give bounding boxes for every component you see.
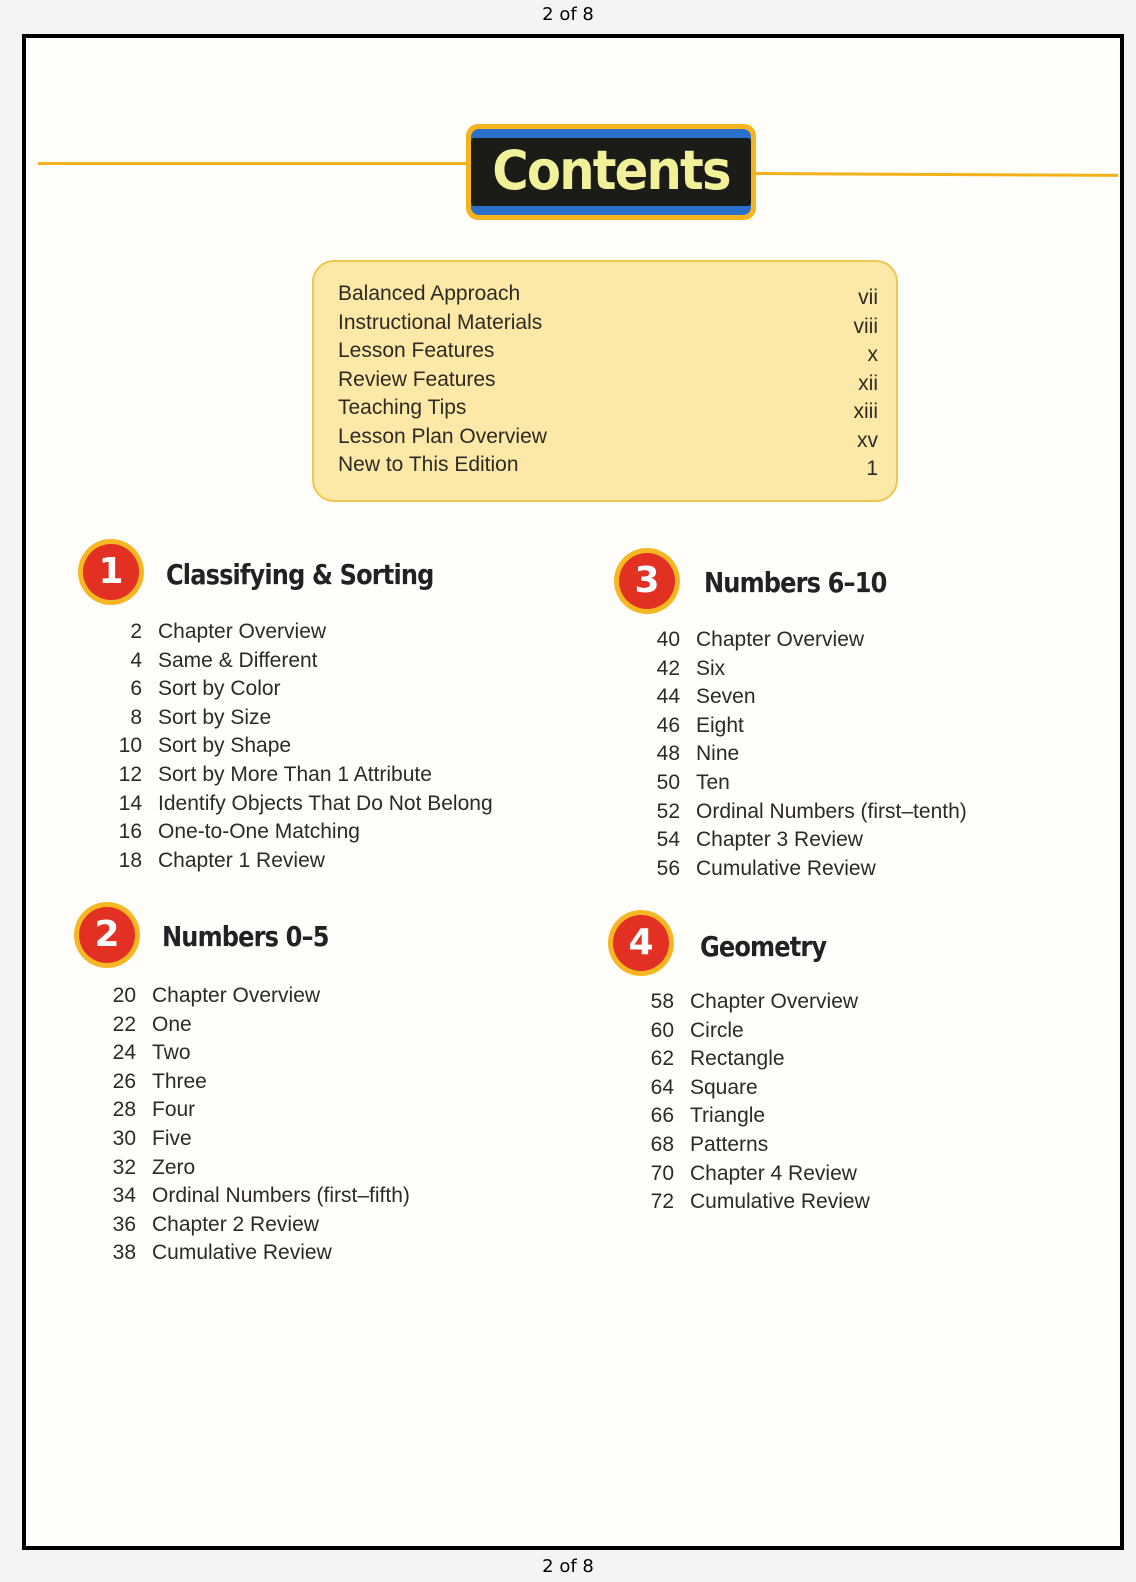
front-matter-item[interactable]	[338, 425, 878, 453]
toc-entry[interactable]	[106, 984, 506, 1013]
toc-label: Sort by Size	[158, 705, 272, 729]
chapter-2-title: Numbers 0–5	[162, 920, 329, 953]
toc-page: 6	[130, 677, 142, 701]
toc-label: Sort by Shape	[158, 734, 292, 758]
toc-page: 72	[650, 1190, 674, 1214]
toc-page: 34	[112, 1184, 136, 1208]
banner-black-band	[471, 138, 751, 206]
toc-entry[interactable]	[112, 734, 512, 763]
toc-label: Same & Different	[158, 648, 318, 672]
toc-entry[interactable]	[644, 990, 1044, 1019]
front-matter-label: Balanced Approach	[338, 282, 521, 305]
header-rule-right	[752, 172, 1118, 177]
toc-page: 70	[650, 1161, 674, 1185]
front-matter-page: viii	[853, 314, 878, 338]
toc-label: Chapter 2 Review	[152, 1212, 319, 1236]
toc-label: Sort by Color	[158, 677, 281, 701]
toc-entry[interactable]	[644, 1047, 1044, 1076]
toc-page: 22	[112, 1012, 136, 1036]
chapter-number: 3	[634, 560, 660, 601]
toc-page: 60	[650, 1018, 674, 1042]
toc-page: 68	[650, 1132, 674, 1156]
chapter-4-badge	[608, 910, 674, 976]
toc-label: Patterns	[690, 1132, 769, 1156]
chapter-3-title: Numbers 6–10	[704, 566, 887, 599]
front-matter-page: 1	[866, 457, 878, 480]
front-matter-page: x	[867, 343, 878, 366]
toc-entry[interactable]	[650, 685, 1050, 714]
toc-label: Chapter 1 Review	[158, 848, 325, 872]
toc-entry[interactable]	[644, 1076, 1044, 1105]
toc-label: Eight	[696, 713, 744, 737]
toc-label: Rectangle	[690, 1047, 785, 1071]
toc-entry[interactable]	[650, 857, 1050, 886]
chapter-1-list	[112, 620, 512, 877]
chapter-1-badge	[78, 539, 144, 605]
toc-label: Zero	[152, 1155, 196, 1179]
toc-page: 8	[130, 705, 142, 729]
toc-page: 38	[112, 1241, 136, 1265]
page-indicator-top: 2 of 8	[542, 4, 594, 25]
toc-label: Chapter Overview	[158, 620, 327, 643]
toc-label: Chapter Overview	[696, 628, 865, 651]
toc-entry[interactable]	[112, 677, 512, 706]
toc-label: Ordinal Numbers (first–fifth)	[152, 1184, 410, 1208]
toc-label: Seven	[696, 685, 756, 709]
toc-page: 40	[656, 628, 680, 651]
toc-entry[interactable]	[106, 1184, 506, 1213]
toc-label: Chapter Overview	[152, 984, 321, 1007]
toc-page: 26	[112, 1069, 136, 1093]
toc-page: 64	[650, 1075, 674, 1099]
front-matter-item[interactable]	[338, 311, 878, 339]
toc-entry[interactable]	[106, 1098, 506, 1127]
chapter-2-badge	[74, 902, 140, 968]
toc-page: 14	[118, 791, 142, 815]
toc-page: 36	[112, 1212, 136, 1236]
toc-page: 44	[656, 685, 680, 709]
toc-entry[interactable]	[112, 792, 512, 821]
page-indicator-bottom: 2 of 8	[542, 1556, 594, 1577]
toc-label: Five	[152, 1126, 192, 1150]
toc-page: 48	[656, 742, 680, 766]
front-matter-label: Review Features	[338, 367, 496, 391]
front-matter-page: xiii	[853, 400, 878, 423]
toc-page: 28	[112, 1098, 136, 1122]
toc-page: 54	[656, 828, 680, 852]
front-matter-label: Instructional Materials	[338, 310, 543, 334]
front-matter-page: xv	[857, 428, 878, 452]
toc-entry[interactable]	[112, 649, 512, 678]
toc-page: 12	[118, 762, 142, 786]
toc-page: 66	[650, 1104, 674, 1128]
toc-entry[interactable]	[106, 1013, 506, 1042]
toc-label: Square	[690, 1075, 758, 1099]
page-content	[32, 44, 1114, 1540]
toc-entry[interactable]	[644, 1019, 1044, 1048]
front-matter-label: New to This Edition	[338, 453, 519, 476]
toc-entry[interactable]	[650, 742, 1050, 771]
header-rule-left	[38, 162, 466, 165]
toc-entry[interactable]	[650, 828, 1050, 857]
toc-label: One-to-One Matching	[158, 820, 360, 844]
chapter-number: 4	[628, 922, 654, 963]
front-matter-item[interactable]	[338, 396, 878, 424]
toc-entry[interactable]	[112, 620, 512, 649]
toc-page: 56	[656, 856, 680, 880]
toc-entry[interactable]	[650, 628, 1050, 657]
toc-label: Chapter 3 Review	[696, 828, 863, 852]
toc-page: 20	[112, 984, 136, 1007]
chapter-2-list	[106, 984, 506, 1270]
toc-page: 52	[656, 799, 680, 823]
chapter-4-title: Geometry	[700, 930, 827, 963]
toc-label: Chapter 4 Review	[690, 1161, 857, 1185]
chapter-number: 2	[94, 914, 120, 955]
front-matter-item[interactable]	[338, 282, 878, 310]
toc-page: 58	[650, 990, 674, 1013]
toc-entry[interactable]	[650, 714, 1050, 743]
toc-page: 46	[656, 713, 680, 737]
toc-entry[interactable]	[106, 1127, 506, 1156]
toc-label: Six	[696, 656, 726, 680]
toc-label: Triangle	[690, 1104, 766, 1128]
front-matter-label: Lesson Plan Overview	[338, 424, 547, 448]
front-matter-item[interactable]	[338, 368, 878, 396]
toc-label: Three	[152, 1069, 207, 1093]
toc-page: 62	[650, 1047, 674, 1071]
toc-entry[interactable]	[106, 1156, 506, 1185]
toc-label: Circle	[690, 1018, 744, 1042]
toc-page: 2	[130, 620, 142, 643]
front-matter-item[interactable]	[338, 453, 878, 481]
toc-entry[interactable]	[112, 706, 512, 735]
toc-page: 10	[118, 734, 142, 758]
front-matter-label: Lesson Features	[338, 339, 495, 362]
toc-entry[interactable]	[650, 657, 1050, 686]
toc-entry[interactable]	[106, 1213, 506, 1242]
toc-page: 24	[112, 1041, 136, 1065]
document-page	[22, 34, 1124, 1550]
chapter-3-badge	[614, 548, 680, 614]
toc-label: Cumulative Review	[690, 1190, 870, 1214]
toc-page: 16	[118, 820, 142, 844]
toc-entry[interactable]	[644, 1133, 1044, 1162]
toc-label: Ordinal Numbers (first–tenth)	[696, 799, 967, 823]
chapter-1-title: Classifying & Sorting	[166, 558, 434, 591]
toc-label: Chapter Overview	[690, 990, 859, 1013]
toc-entry[interactable]	[106, 1041, 506, 1070]
toc-page: 18	[118, 848, 142, 872]
toc-entry[interactable]	[644, 1162, 1044, 1191]
toc-label: Sort by More Than 1 Attribute	[158, 762, 432, 786]
toc-label: Cumulative Review	[152, 1241, 332, 1265]
chapter-4-list	[644, 990, 1044, 1219]
toc-entry[interactable]	[650, 771, 1050, 800]
toc-entry[interactable]	[644, 1104, 1044, 1133]
toc-entry[interactable]	[112, 849, 512, 878]
toc-entry[interactable]	[644, 1190, 1044, 1219]
toc-label: Identify Objects That Do Not Belong	[158, 791, 493, 815]
front-matter-label: Teaching Tips	[338, 396, 467, 419]
toc-page: 4	[130, 648, 142, 672]
toc-label: One	[152, 1012, 192, 1036]
toc-label: Cumulative Review	[696, 856, 876, 880]
toc-entry[interactable]	[106, 1241, 506, 1270]
front-matter-box	[312, 260, 898, 502]
front-matter-page: vii	[858, 286, 878, 309]
toc-label: Two	[152, 1041, 191, 1065]
contents-banner	[466, 124, 756, 220]
toc-label: Nine	[696, 742, 740, 766]
front-matter-page: xii	[858, 371, 878, 395]
toc-page: 30	[112, 1126, 136, 1150]
chapter-3-list	[650, 628, 1050, 885]
toc-page: 42	[656, 656, 680, 680]
toc-entry[interactable]	[112, 820, 512, 849]
page-title: Contents	[492, 139, 730, 202]
chapter-number: 1	[98, 551, 124, 592]
toc-entry[interactable]	[650, 800, 1050, 829]
toc-label: Ten	[696, 770, 730, 794]
toc-label: Four	[152, 1098, 196, 1122]
toc-page: 50	[656, 770, 680, 794]
toc-entry[interactable]	[112, 763, 512, 792]
toc-entry[interactable]	[106, 1070, 506, 1099]
front-matter-item[interactable]	[338, 339, 878, 367]
toc-page: 32	[112, 1155, 136, 1179]
